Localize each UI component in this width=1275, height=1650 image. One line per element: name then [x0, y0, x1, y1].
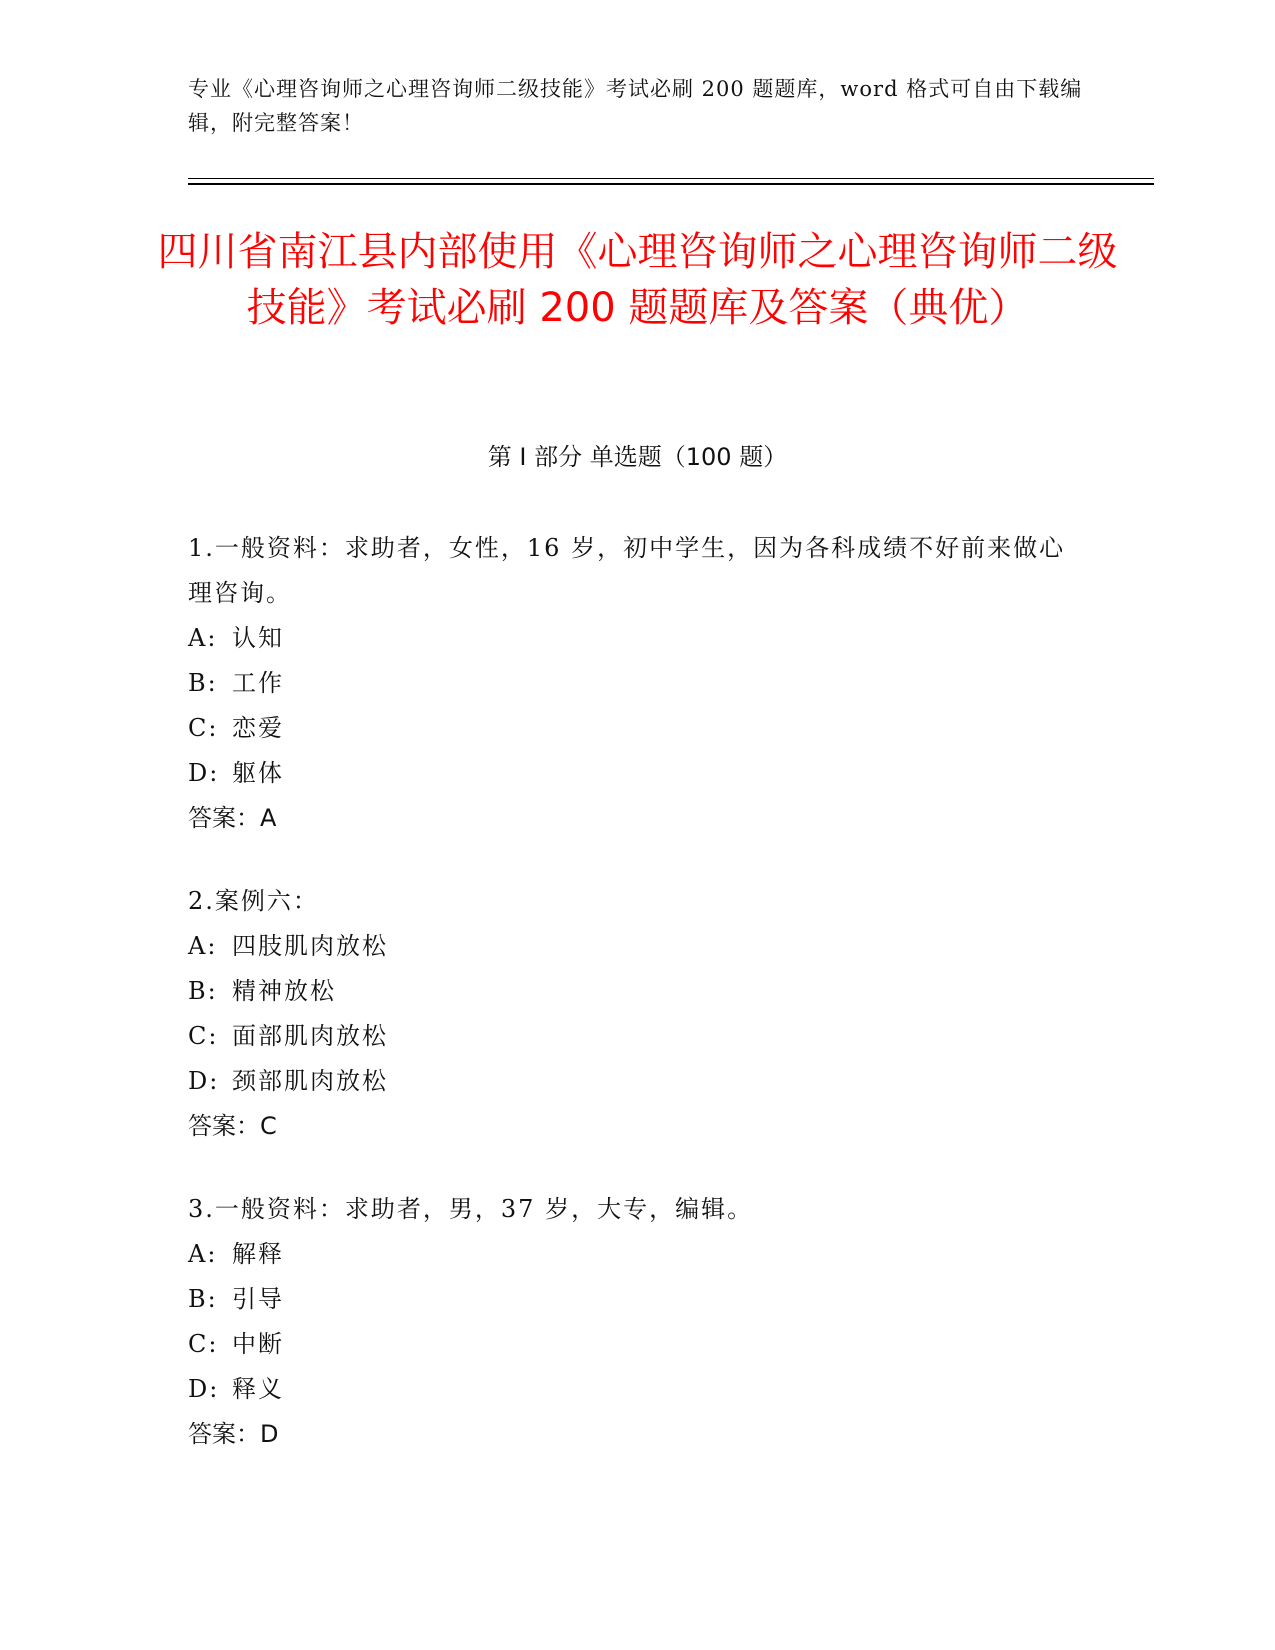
answer-line: 答案：D — [188, 1420, 279, 1448]
option-letter: C: — [188, 1330, 219, 1358]
option-d — [188, 751, 1088, 796]
option-letter: C: — [188, 714, 219, 742]
option-letter: B: — [188, 669, 218, 697]
option-c — [188, 706, 1088, 751]
option-text: 引导 — [232, 1285, 284, 1313]
option-text: 恋爱 — [232, 714, 284, 742]
question-stem: 3.一般资料：求助者，男，37 岁，大专，编辑。 — [188, 1195, 754, 1223]
question-3 — [188, 1187, 1088, 1457]
question-list — [188, 526, 1088, 1495]
option-text: 释义 — [232, 1375, 284, 1403]
option-letter: D: — [188, 1067, 220, 1095]
option-letter: C: — [188, 1022, 219, 1050]
option-c — [188, 1322, 1088, 1367]
option-letter: B: — [188, 977, 218, 1005]
question-1 — [188, 526, 1088, 841]
option-text: 面部肌肉放松 — [232, 1022, 388, 1050]
option-text: 中断 — [232, 1330, 284, 1358]
document-title: 四川省南江县内部使用《心理咨询师之心理咨询师二级技能》考试必刷 200 题题库及答案（典优） — [157, 229, 1118, 331]
option-letter: D: — [188, 759, 220, 787]
answer-line: 答案：C — [188, 1112, 277, 1140]
header-note: 专业《心理咨询师之心理咨询师二级技能》考试必刷 200 题题库，word 格式可自由下载编辑，附完整答案！ — [188, 77, 1083, 135]
header-divider-top — [188, 178, 1154, 179]
option-b — [188, 661, 1088, 706]
option-text: 解释 — [232, 1240, 284, 1268]
option-d — [188, 1059, 1088, 1104]
option-a — [188, 924, 1088, 969]
option-b — [188, 969, 1088, 1014]
option-text: 躯体 — [232, 759, 284, 787]
option-text: 颈部肌肉放松 — [232, 1067, 388, 1095]
option-b — [188, 1277, 1088, 1322]
option-text: 四肢肌肉放松 — [232, 932, 388, 960]
option-d — [188, 1367, 1088, 1412]
question-stem: 2.案例六： — [188, 887, 319, 915]
answer-line: 答案：A — [188, 804, 277, 832]
option-letter: A: — [188, 1240, 218, 1268]
question-2 — [188, 879, 1088, 1149]
option-c — [188, 1014, 1088, 1059]
section-heading: 第 I 部分 单选题（100 题） — [487, 443, 788, 471]
option-letter: A: — [188, 624, 218, 652]
question-stem: 1.一般资料：求助者，女性，16 岁，初中学生，因为各科成绩不好前来做心理咨询。 — [188, 534, 1066, 607]
option-a — [188, 616, 1088, 661]
option-text: 精神放松 — [232, 977, 336, 1005]
header-divider-bottom — [188, 183, 1154, 185]
option-letter: B: — [188, 1285, 218, 1313]
option-text: 工作 — [232, 669, 284, 697]
option-a — [188, 1232, 1088, 1277]
option-text: 认知 — [232, 624, 284, 652]
option-letter: D: — [188, 1375, 220, 1403]
option-letter: A: — [188, 932, 218, 960]
